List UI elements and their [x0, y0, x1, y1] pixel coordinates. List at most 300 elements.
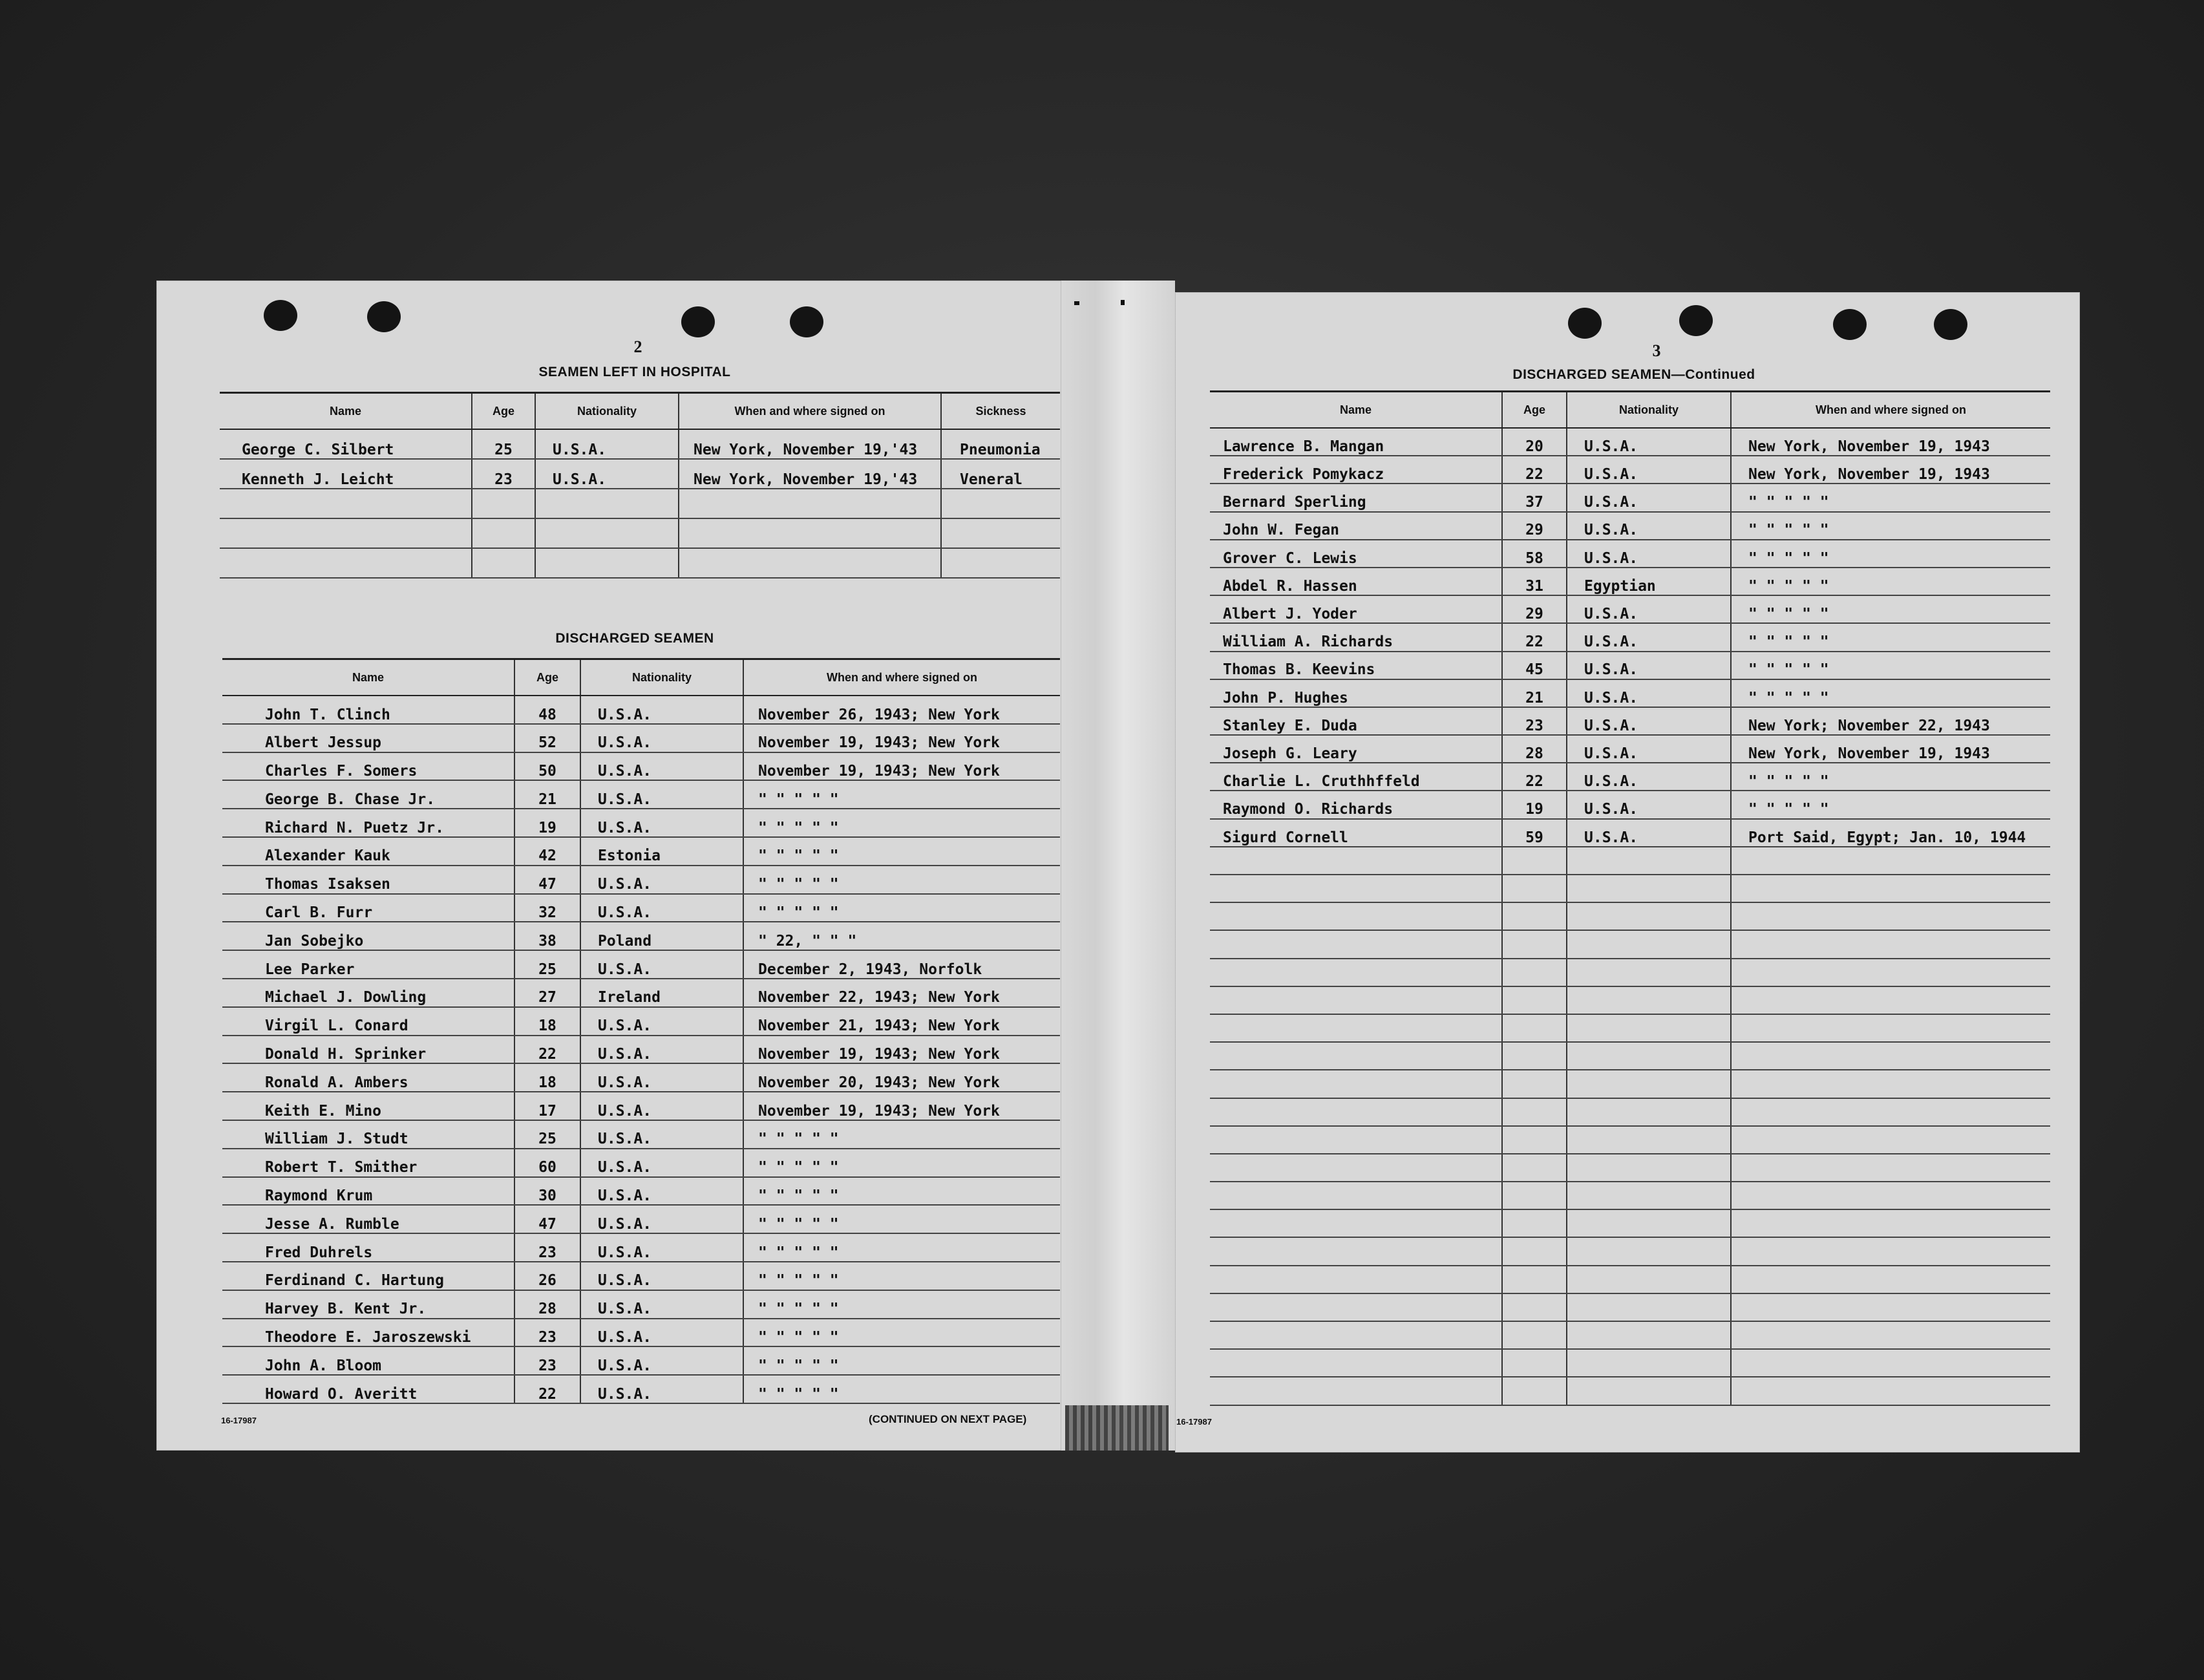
cell-signed-on: November 21, 1943; New York	[743, 1007, 1060, 1036]
table-row	[1210, 1377, 2050, 1405]
cell-age: 30	[514, 1177, 580, 1206]
cell-age: 22	[514, 1036, 580, 1064]
cell-nationality	[1567, 959, 1731, 986]
cell-name: Charlie L. Cruthhffeld	[1210, 763, 1502, 791]
table-row	[222, 809, 1060, 837]
column-header: Sickness	[941, 393, 1060, 430]
table-row	[1210, 428, 2050, 456]
punch-hole	[1568, 308, 1602, 339]
table-row	[222, 979, 1060, 1007]
cell-age: 22	[1502, 623, 1567, 651]
cell-nationality: U.S.A.	[580, 1319, 743, 1347]
cell-signed-on: " " " " "	[743, 809, 1060, 837]
cell-signed-on	[1731, 1126, 2050, 1154]
cell-nationality: U.S.A.	[580, 866, 743, 894]
table-row	[1210, 652, 2050, 679]
cell-signed-on: " " " " "	[743, 1177, 1060, 1206]
column-header: Age	[472, 393, 535, 430]
cell-nationality: U.S.A.	[535, 459, 679, 489]
cell-nationality: U.S.A.	[580, 1177, 743, 1206]
cell-name: Thomas B. Keevins	[1210, 652, 1502, 679]
punch-hole	[681, 306, 715, 337]
cell-name: Jesse A. Rumble	[222, 1205, 514, 1233]
table-row	[1210, 484, 2050, 511]
column-header: Age	[1502, 392, 1567, 429]
cell-age	[1502, 1349, 1567, 1377]
cell-signed-on	[1731, 1098, 2050, 1126]
cell-age: 50	[514, 752, 580, 781]
cell-nationality	[1567, 847, 1731, 875]
cell-nationality: U.S.A.	[580, 1262, 743, 1290]
cell-signed-on: " " " " "	[1731, 512, 2050, 540]
cell-name	[1210, 1182, 1502, 1209]
cell-signed-on: " " " " "	[743, 1233, 1060, 1262]
cell-signed-on	[1731, 986, 2050, 1014]
cell-nationality: U.S.A.	[580, 1092, 743, 1120]
cell-age: 23	[1502, 707, 1567, 735]
cell-age	[472, 518, 535, 548]
cell-name: Jan Sobejko	[222, 922, 514, 950]
cell-signed-on: " " " " "	[1731, 540, 2050, 568]
table-row	[1210, 1154, 2050, 1182]
column-header: Nationality	[535, 393, 679, 430]
cell-signed-on	[679, 518, 941, 548]
cell-age	[1502, 1237, 1567, 1265]
table-row	[222, 950, 1060, 979]
cell-name: Alexander Kauk	[222, 837, 514, 866]
table-row	[1210, 1293, 2050, 1321]
cell-signed-on: New York, November 19, 1943	[1731, 735, 2050, 763]
cell-age: 32	[514, 894, 580, 922]
cell-age: 28	[514, 1290, 580, 1319]
cell-signed-on: " " " " "	[1731, 679, 2050, 707]
cell-name: Keith E. Mino	[222, 1092, 514, 1120]
binding-mark	[1074, 301, 1079, 305]
cell-nationality: U.S.A.	[580, 1007, 743, 1036]
cell-signed-on	[1731, 847, 2050, 875]
cell-name: Sigurd Cornell	[1210, 819, 1502, 847]
hospital-section-title: SEAMEN LEFT IN HOSPITAL	[538, 365, 731, 379]
cell-nationality	[1567, 1321, 1731, 1349]
table-row	[220, 518, 1060, 548]
table-row	[1210, 707, 2050, 735]
table-row	[222, 866, 1060, 894]
table-row	[222, 1375, 1060, 1403]
table-row	[222, 1149, 1060, 1177]
cell-signed-on: " " " " "	[743, 1149, 1060, 1177]
cell-age	[1502, 1182, 1567, 1209]
cell-nationality: U.S.A.	[580, 724, 743, 752]
cell-nationality: U.S.A.	[580, 1120, 743, 1149]
table-row	[1210, 595, 2050, 623]
table-row	[1210, 930, 2050, 958]
cell-name	[220, 548, 472, 578]
table-row	[1210, 456, 2050, 484]
cell-name: Lee Parker	[222, 950, 514, 979]
cell-nationality	[1567, 1098, 1731, 1126]
cell-nationality: U.S.A.	[1567, 623, 1731, 651]
cell-nationality	[1567, 1182, 1731, 1209]
cell-signed-on: " " " " "	[743, 1375, 1060, 1403]
cell-signed-on: New York, November 19,'43	[679, 459, 941, 489]
cell-nationality: U.S.A.	[580, 894, 743, 922]
cell-signed-on	[1731, 1321, 2050, 1349]
table-row	[1210, 1266, 2050, 1293]
cell-nationality: U.S.A.	[1567, 819, 1731, 847]
cell-nationality: U.S.A.	[580, 696, 743, 724]
cell-name	[1210, 875, 1502, 902]
cell-age: 17	[514, 1092, 580, 1120]
table-header-row	[220, 393, 1060, 430]
table-row	[222, 1036, 1060, 1064]
cell-age: 29	[1502, 595, 1567, 623]
cell-nationality: U.S.A.	[1567, 735, 1731, 763]
cell-signed-on: " " " " "	[743, 1205, 1060, 1233]
cell-nationality: U.S.A.	[580, 752, 743, 781]
table-row	[1210, 763, 2050, 791]
cell-age	[1502, 1293, 1567, 1321]
cell-name: Frederick Pomykacz	[1210, 456, 1502, 484]
cell-name: George C. Silbert	[220, 429, 472, 459]
cell-signed-on: " 22, " " "	[743, 922, 1060, 950]
table-row	[222, 780, 1060, 809]
table-row	[222, 1007, 1060, 1036]
cell-name	[1210, 930, 1502, 958]
cell-nationality: U.S.A.	[580, 780, 743, 809]
cell-age	[1502, 1377, 1567, 1405]
table-row	[222, 837, 1060, 866]
cell-age: 23	[472, 459, 535, 489]
cell-name	[1210, 1070, 1502, 1098]
cell-age: 28	[1502, 735, 1567, 763]
cell-name: George B. Chase Jr.	[222, 780, 514, 809]
cell-name: Fred Duhrels	[222, 1233, 514, 1262]
table-row	[1210, 959, 2050, 986]
table-row	[1210, 1042, 2050, 1070]
cell-name: Bernard Sperling	[1210, 484, 1502, 511]
table-row	[222, 1233, 1060, 1262]
table-row	[222, 1063, 1060, 1092]
hospital-table	[220, 392, 1060, 579]
cell-nationality: Ireland	[580, 979, 743, 1007]
cell-age: 42	[514, 837, 580, 866]
cell-name	[1210, 1126, 1502, 1154]
cell-signed-on: " " " " "	[1731, 763, 2050, 791]
cell-nationality: U.S.A.	[1567, 679, 1731, 707]
table-row	[1210, 1321, 2050, 1349]
cell-signed-on	[1731, 1293, 2050, 1321]
cell-signed-on: Port Said, Egypt; Jan. 10, 1944	[1731, 819, 2050, 847]
cell-name: Albert J. Yoder	[1210, 595, 1502, 623]
cell-name	[1210, 1349, 1502, 1377]
cell-nationality: U.S.A.	[1567, 707, 1731, 735]
cell-signed-on: November 19, 1943; New York	[743, 1036, 1060, 1064]
cell-signed-on: " " " " "	[1731, 623, 2050, 651]
cell-age: 21	[514, 780, 580, 809]
ledger-spread	[156, 281, 2086, 1451]
page-number: 3	[1652, 341, 1661, 360]
column-header: Name	[222, 659, 514, 696]
punch-hole	[790, 306, 823, 337]
cell-signed-on	[679, 548, 941, 578]
cell-signed-on	[1731, 930, 2050, 958]
cell-nationality	[1567, 930, 1731, 958]
cell-nationality: U.S.A.	[1567, 763, 1731, 791]
table-row	[222, 724, 1060, 752]
cell-signed-on: " " " " "	[743, 866, 1060, 894]
cell-age: 22	[514, 1375, 580, 1403]
cell-nationality	[1567, 902, 1731, 930]
cell-nationality	[1567, 1349, 1731, 1377]
cell-signed-on: New York, November 19, 1943	[1731, 456, 2050, 484]
cell-age: 23	[514, 1346, 580, 1375]
cell-signed-on: December 2, 1943, Norfolk	[743, 950, 1060, 979]
cell-nationality	[535, 489, 679, 518]
cell-signed-on: New York, November 19,'43	[679, 429, 941, 459]
continued-note: (CONTINUED ON NEXT PAGE)	[869, 1413, 1027, 1425]
cell-signed-on: " " " " "	[1731, 791, 2050, 818]
cell-nationality: U.S.A.	[1567, 791, 1731, 818]
cell-nationality: U.S.A.	[1567, 456, 1731, 484]
cell-name	[1210, 959, 1502, 986]
punch-hole	[1833, 309, 1867, 340]
cell-name: Grover C. Lewis	[1210, 540, 1502, 568]
cell-nationality: U.S.A.	[580, 1149, 743, 1177]
cell-age	[1502, 875, 1567, 902]
cell-nationality	[535, 548, 679, 578]
cell-signed-on	[1731, 1209, 2050, 1237]
column-header: Name	[1210, 392, 1502, 429]
cell-name: Stanley E. Duda	[1210, 707, 1502, 735]
table-row	[222, 696, 1060, 724]
cell-name: Donald H. Sprinker	[222, 1036, 514, 1064]
cell-nationality: U.S.A.	[580, 1346, 743, 1375]
cell-nationality: Egyptian	[1567, 568, 1731, 595]
cell-name: Lawrence B. Mangan	[1210, 428, 1502, 456]
cell-age	[1502, 1154, 1567, 1182]
cell-age	[1502, 847, 1567, 875]
cell-nationality: U.S.A.	[1567, 595, 1731, 623]
cell-sickness: Pneumonia	[941, 429, 1060, 459]
cell-nationality: U.S.A.	[1567, 652, 1731, 679]
cell-signed-on	[1731, 1237, 2050, 1265]
cell-age: 31	[1502, 568, 1567, 595]
cell-name: William A. Richards	[1210, 623, 1502, 651]
cell-sickness	[941, 518, 1060, 548]
right-page	[1175, 292, 2080, 1452]
cell-name: Harvey B. Kent Jr.	[222, 1290, 514, 1319]
table-row	[1210, 791, 2050, 818]
cell-age: 21	[1502, 679, 1567, 707]
table-row	[222, 1262, 1060, 1290]
cell-age: 22	[1502, 456, 1567, 484]
cell-age	[1502, 1098, 1567, 1126]
cell-name	[220, 489, 472, 518]
cell-nationality	[1567, 1126, 1731, 1154]
column-header: When and where signed on	[743, 659, 1060, 696]
cell-nationality	[1567, 1266, 1731, 1293]
cell-age: 18	[514, 1007, 580, 1036]
cell-name: Howard O. Averitt	[222, 1375, 514, 1403]
table-row	[1210, 819, 2050, 847]
cell-signed-on: " " " " "	[743, 780, 1060, 809]
cell-age	[1502, 1209, 1567, 1237]
cell-nationality: U.S.A.	[1567, 540, 1731, 568]
cell-age	[1502, 959, 1567, 986]
cell-sickness: Veneral	[941, 459, 1060, 489]
column-header: Name	[220, 393, 472, 430]
cell-signed-on	[1731, 1377, 2050, 1405]
cell-signed-on	[1731, 1014, 2050, 1042]
cell-age: 25	[514, 950, 580, 979]
table-row	[1210, 847, 2050, 875]
cell-nationality	[1567, 1209, 1731, 1237]
cell-signed-on	[1731, 875, 2050, 902]
table-row	[220, 459, 1060, 489]
cell-name: Raymond Krum	[222, 1177, 514, 1206]
table-row	[1210, 512, 2050, 540]
cell-signed-on: " " " " "	[1731, 568, 2050, 595]
cell-sickness	[941, 548, 1060, 578]
cell-nationality	[1567, 1070, 1731, 1098]
cell-signed-on	[1731, 902, 2050, 930]
cell-age: 59	[1502, 819, 1567, 847]
table-row	[220, 548, 1060, 578]
cell-signed-on: " " " " "	[743, 1120, 1060, 1149]
cell-age	[1502, 986, 1567, 1014]
column-header: When and where signed on	[1731, 392, 2050, 429]
cell-signed-on: " " " " "	[1731, 595, 2050, 623]
table-row	[1210, 1014, 2050, 1042]
cell-name: Theodore E. Jaroszewski	[222, 1319, 514, 1347]
cell-age: 26	[514, 1262, 580, 1290]
cell-nationality: U.S.A.	[580, 1205, 743, 1233]
form-code: 16-17987	[221, 1416, 257, 1425]
cell-signed-on: " " " " "	[743, 1319, 1060, 1347]
cell-age	[1502, 1014, 1567, 1042]
table-row	[222, 752, 1060, 781]
cell-nationality: U.S.A.	[580, 1233, 743, 1262]
cell-name	[1210, 1098, 1502, 1126]
punch-hole	[1934, 309, 1967, 340]
cell-nationality: U.S.A.	[580, 1063, 743, 1092]
cell-age: 47	[514, 1205, 580, 1233]
cell-name	[1210, 1266, 1502, 1293]
column-header: Age	[514, 659, 580, 696]
table-row	[1210, 679, 2050, 707]
table-row	[1210, 623, 2050, 651]
cell-nationality	[1567, 1377, 1731, 1405]
binding-gutter	[1061, 281, 1175, 1451]
cell-age	[1502, 1321, 1567, 1349]
cell-nationality: U.S.A.	[580, 950, 743, 979]
cell-name: Kenneth J. Leicht	[220, 459, 472, 489]
page-number: 2	[633, 337, 642, 356]
cell-name: Carl B. Furr	[222, 894, 514, 922]
cell-name: John W. Fegan	[1210, 512, 1502, 540]
cell-signed-on: November 19, 1943; New York	[743, 724, 1060, 752]
cell-nationality	[1567, 1293, 1731, 1321]
binding-mark	[1065, 1405, 1169, 1451]
cell-signed-on: November 26, 1943; New York	[743, 696, 1060, 724]
cell-age	[1502, 1126, 1567, 1154]
right-section-title: DISCHARGED SEAMEN—Continued	[1512, 367, 1755, 382]
table-row	[1210, 1209, 2050, 1237]
table-row	[1210, 1126, 2050, 1154]
column-header: Nationality	[580, 659, 743, 696]
cell-signed-on: " " " " "	[743, 837, 1060, 866]
table-row	[220, 429, 1060, 459]
cell-signed-on: " " " " "	[743, 1346, 1060, 1375]
punch-hole	[264, 300, 297, 331]
cell-name: Virgil L. Conard	[222, 1007, 514, 1036]
cell-age	[1502, 1070, 1567, 1098]
table-row	[1210, 986, 2050, 1014]
cell-name: Michael J. Dowling	[222, 979, 514, 1007]
cell-name: Ronald A. Ambers	[222, 1063, 514, 1092]
table-row	[1210, 1237, 2050, 1265]
cell-age	[472, 489, 535, 518]
left-page	[156, 281, 1061, 1451]
binding-mark	[1121, 300, 1125, 305]
table-row	[222, 894, 1060, 922]
cell-nationality	[535, 518, 679, 548]
cell-name: John P. Hughes	[1210, 679, 1502, 707]
discharged-table	[222, 658, 1060, 1404]
discharged-continued-table	[1210, 390, 2050, 1406]
table-row	[222, 1319, 1060, 1347]
cell-name: Albert Jessup	[222, 724, 514, 752]
cell-signed-on: " " " " "	[1731, 652, 2050, 679]
cell-signed-on: November 19, 1943; New York	[743, 1092, 1060, 1120]
cell-nationality: U.S.A.	[1567, 484, 1731, 511]
cell-age: 18	[514, 1063, 580, 1092]
column-header: Nationality	[1567, 392, 1731, 429]
cell-name: Richard N. Puetz Jr.	[222, 809, 514, 837]
cell-nationality	[1567, 1237, 1731, 1265]
cell-name: Abdel R. Hassen	[1210, 568, 1502, 595]
cell-signed-on: New York; November 22, 1943	[1731, 707, 2050, 735]
cell-signed-on: November 22, 1943; New York	[743, 979, 1060, 1007]
cell-age	[1502, 1266, 1567, 1293]
cell-signed-on: New York, November 19, 1943	[1731, 428, 2050, 456]
table-row	[222, 1290, 1060, 1319]
cell-signed-on	[1731, 1182, 2050, 1209]
table-row	[1210, 1098, 2050, 1126]
table-row	[1210, 875, 2050, 902]
punch-hole	[1679, 305, 1713, 336]
cell-nationality	[1567, 986, 1731, 1014]
cell-signed-on	[1731, 1042, 2050, 1070]
cell-age	[1502, 1042, 1567, 1070]
cell-nationality	[1567, 1014, 1731, 1042]
cell-signed-on	[1731, 1070, 2050, 1098]
cell-signed-on	[1731, 1154, 2050, 1182]
cell-name	[1210, 1377, 1502, 1405]
table-row	[1210, 902, 2050, 930]
cell-age: 37	[1502, 484, 1567, 511]
cell-nationality: U.S.A.	[580, 1036, 743, 1064]
form-code: 16-17987	[1176, 1417, 1212, 1427]
cell-age	[1502, 902, 1567, 930]
cell-signed-on	[1731, 959, 2050, 986]
cell-name	[1210, 1209, 1502, 1237]
cell-sickness	[941, 489, 1060, 518]
column-header: When and where signed on	[679, 393, 941, 430]
cell-nationality	[1567, 1042, 1731, 1070]
cell-name: Joseph G. Leary	[1210, 735, 1502, 763]
cell-name	[1210, 847, 1502, 875]
